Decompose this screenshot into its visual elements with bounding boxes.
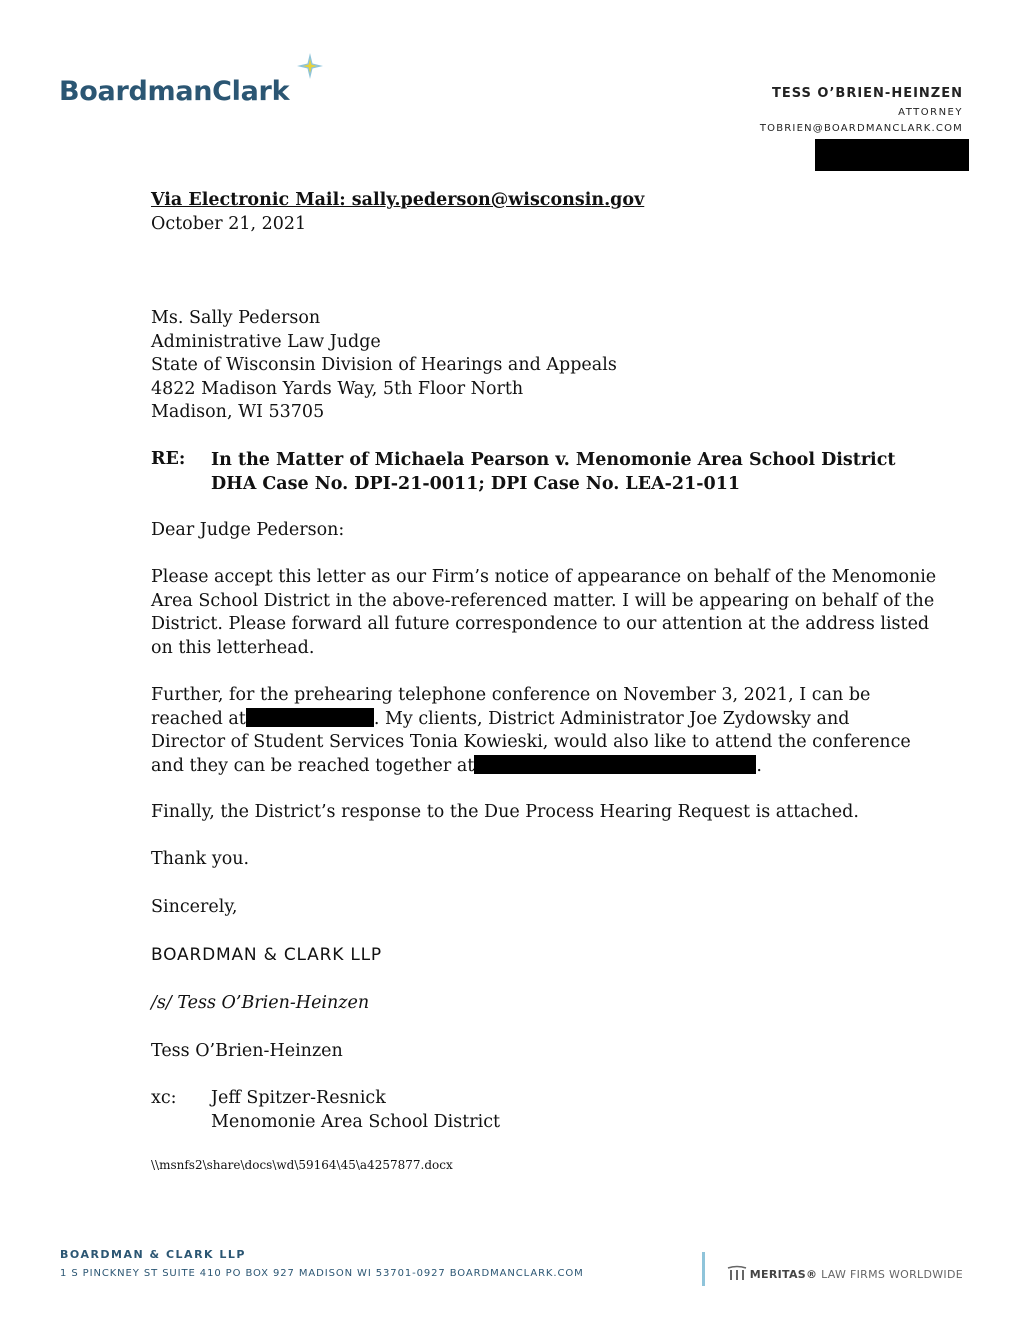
recipient-line: State of Wisconsin Division of Hearings and Appeals xyxy=(151,355,617,376)
paragraph-line: on this letterhead. xyxy=(151,637,315,658)
cc-recipient: Menomonie Area School District xyxy=(211,1111,501,1132)
recipient-address xyxy=(151,307,617,425)
firm-name-signature: BOARDMAN & CLARK LLP xyxy=(151,945,382,965)
paragraph-line: Area School District in the above-referenced matter. I will be appearing on behalf of the xyxy=(151,590,935,611)
paragraph-text: . My clients, District Administrator Joe Zydowsky and xyxy=(373,708,850,729)
attorney-email: TOBRIEN@BOARDMANCLARK.COM xyxy=(759,123,963,134)
salutation: Dear Judge Pederson: xyxy=(151,520,345,540)
cc-recipient: Jeff Spitzer-Resnick xyxy=(211,1088,386,1108)
signer-name: Tess O’Brien-Heinzen xyxy=(151,1041,343,1061)
sparkle-logo-icon xyxy=(296,52,324,80)
letter-date: October 21, 2021 xyxy=(151,214,307,234)
redacted-phone-number xyxy=(246,708,374,727)
recipient-line: Madison, WI 53705 xyxy=(151,402,325,423)
recipient-line: Ms. Sally Pederson xyxy=(151,308,321,328)
cc-list xyxy=(211,1087,500,1134)
electronic-signature: /s/ Tess O’Brien-Heinzen xyxy=(151,993,370,1013)
redacted-phone-block xyxy=(815,139,969,171)
paragraph-response-attached: Finally, the District’s response to the Due Process Hearing Request is attached. xyxy=(151,802,859,822)
paragraph-line: Director of Student Services Tonia Kowieski, would also like to attend the conference xyxy=(151,732,911,753)
attorney-name: TESS O’BRIEN-HEINZEN xyxy=(772,86,963,101)
paragraph-text: and they can be reached together at xyxy=(151,755,475,776)
paragraph-conference xyxy=(151,684,911,778)
footer-divider xyxy=(702,1252,705,1286)
paragraph-text: . xyxy=(756,755,762,776)
re-line-matter: In the Matter of Michaela Pearson v. Menomonie Area School District xyxy=(211,450,896,470)
cc-label: xc: xyxy=(151,1088,177,1108)
meritas-brand: MERITAS® xyxy=(749,1268,818,1281)
thanks-line: Thank you. xyxy=(151,849,250,869)
paragraph-line xyxy=(151,708,911,732)
re-line-case-numbers: DHA Case No. DPI-21-0011; DPI Case No. LEA-21-011 xyxy=(211,473,741,494)
delivery-line: Via Electronic Mail: sally.pederson@wisconsin.gov xyxy=(151,190,645,210)
recipient-line: 4822 Madison Yards Way, 5th Floor North xyxy=(151,378,524,399)
footer-firm-name: BOARDMAN & CLARK LLP xyxy=(60,1248,246,1261)
paragraph-text: reached at xyxy=(151,708,246,729)
paragraph-line xyxy=(151,755,911,779)
meritas-tagline: LAW FIRMS WORLDWIDE xyxy=(817,1268,963,1281)
meritas-badge xyxy=(727,1265,963,1281)
meritas-pillars-icon xyxy=(727,1265,747,1281)
paragraph-appearance xyxy=(151,566,937,660)
firm-logo-text: BoardmanClark xyxy=(59,76,290,107)
paragraph-line: Please accept this letter as our Firm’s notice of appearance on behalf of the Menomonie xyxy=(151,567,937,587)
paragraph-line: Further, for the prehearing telephone conference on November 3, 2021, I can be xyxy=(151,685,871,705)
closing-line: Sincerely, xyxy=(151,897,238,917)
paragraph-line: District. Please forward all future correspondence to our attention at the address listed xyxy=(151,614,930,635)
redacted-contact-number xyxy=(474,755,756,774)
document-file-path: \\msnfs2\share\docs\wd\59164\45\a4257877.docx xyxy=(151,1158,453,1172)
recipient-line: Administrative Law Judge xyxy=(151,331,381,352)
re-label: RE: xyxy=(151,449,186,469)
attorney-title: ATTORNEY xyxy=(898,107,963,118)
re-subject xyxy=(211,449,895,496)
footer-address: 1 S PINCKNEY ST SUITE 410 PO BOX 927 MADISON WI 53701-0927 BOARDMANCLARK.COM xyxy=(60,1268,584,1279)
